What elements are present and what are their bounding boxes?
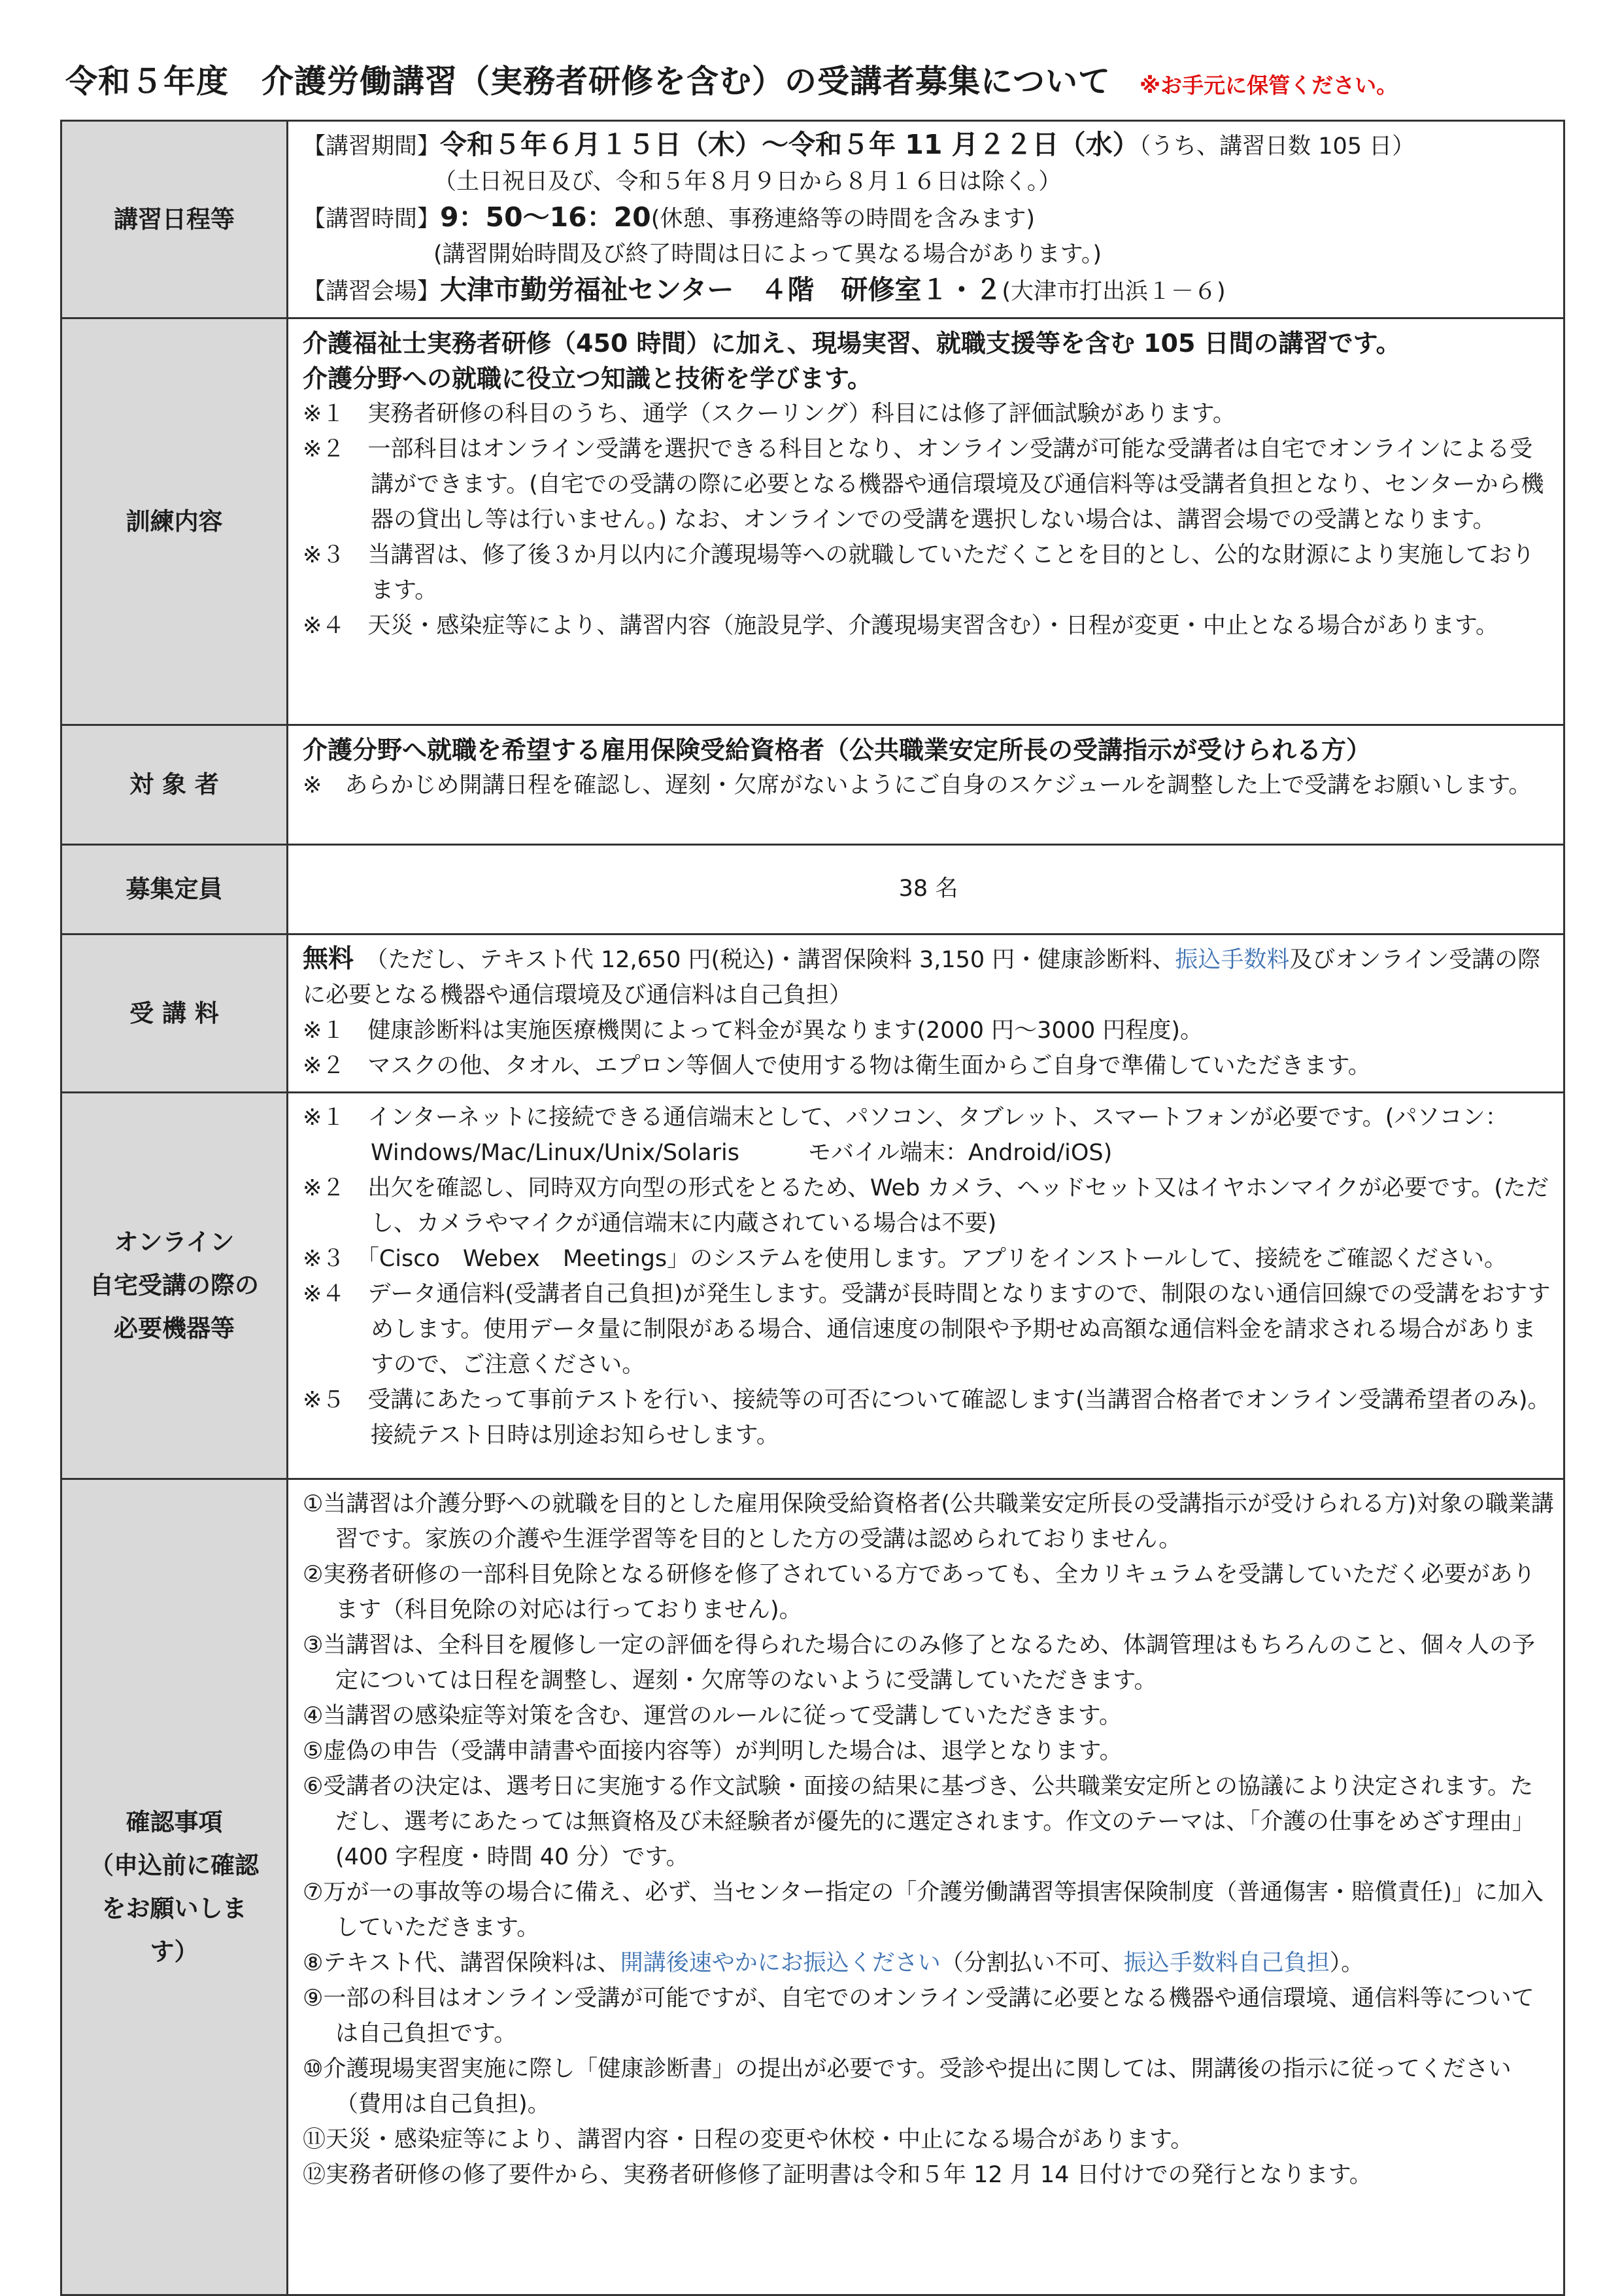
fee-free: 無料 [303,944,354,974]
online-note-3: ※３ 「Cisco Webex Meetings」のシステムを使用します。アプリをインストールして、接続をご確認ください。 [303,1246,1508,1272]
label-confirm: 確認事項 （申込前に確認 をお願いしま す） [61,1479,288,2295]
confirm-item-3: ③当講習は、全科目を履修し一定の評価を得られた場合にのみ修了となるため、体調管理はもちろんのこと、個々人の予定については日程を調整し、遅刻・欠席等のないように受講していただきます。 [303,1632,1535,1694]
row-target [61,725,1564,845]
training-note-4: ※４ 天災・感染症等により、講習内容（施設見学、介護現場実習含む）・日程が変更・中止となる場合があります。 [303,613,1499,639]
venue-line: 【講習会場】大津市勤労福祉センター ４階 研修室１・２(大津市打出浜１－６) [303,274,1226,305]
transfer-fee-note: 振込手数料自己負担 [1123,1950,1330,1976]
training-note-2: ※２ 一部科目はオンライン受講を選択できる科目となり、オンライン受講が可能な受講者は自宅でオンラインによる受講ができます。(自宅での受講の際に必要となる機器や通信環境及び通信料等は受講者負担となり、センターから機器の貸出し等は行いません。) なお、オンラインでの受講を選択しない場合は、講習会場での受講となります。 [303,436,1544,533]
confirm-item-1: ①当講習は介護分野への就職を目的とした雇用保険受給資格者(公共職業安定所長の受講指示が受けられる方)対象の職業講習です。家族の介護や生涯学習等を目的とした方の受講は認められておりません。 [303,1491,1554,1552]
fee-desc: 無料 （ただし、テキスト代 12,650 円(税込)・講習保険料 3,150 円・健康診断料、振込手数料及びオンライン受講の際に必要となる機器や通信環境及び通信料は自己負担） [303,944,1541,1008]
page-title: 令和５年度 介護労働講習（実務者研修を含む）の受講者募集について [65,63,1111,100]
fee-note-1: ※１ 健康診断料は実施医療機関によって料金が異なります(2000 円～3000 円程度)。 [303,1018,1204,1044]
confirm-item-12: ⑫実務者研修の修了要件から、実務者研修修了証明書は令和５年 12 月 14 日付けでの発行となります。 [303,2162,1372,2188]
online-note-5: ※５ 受講にあたって事前テストを行い、接続等の可否について確認します(当講習合格者でオンライン受講希望者のみ)。接続テスト日時は別途お知らせします。 [303,1387,1551,1448]
confirm-item-6: ⑥受講者の決定は、選考日に実施する作文試験・面接の結果に基づき、公共職業安定所との協議により決定されます。ただし、選考にあたっては無資格及び未経験者が優先的に選定されます。作文のテーマは、「介護の仕事をめざす理由」(400 字程度・時間 40 分）です。 [303,1773,1535,1870]
row-schedule [61,121,1564,318]
content-schedule [288,121,1564,318]
venue-value: 大津市勤労福祉センター ４階 研修室１・２ [440,274,1002,305]
confirm-item-2: ②実務者研修の一部科目免除となる研修を修了されている方であっても、全カリキュラムを受講していただく必要があります（科目免除の対応は行っておりません)。 [303,1562,1536,1623]
training-note-3: ※３ 当講習は、修了後３か月以内に介護現場等への就職していただくことを目的とし、公的な財源により実施しております。 [303,542,1535,604]
period-line: 【講習期間】令和５年６月１５日（木）～令和５年 11 月２２日（水）（うち、講習日数 105 日） [303,129,1415,160]
label-capacity: 募集定員 [61,845,288,934]
confirm-item-5: ⑤虚偽の申告（受講申請書や面接内容等）が判明した場合は、退学となります。 [303,1738,1123,1764]
content-target [288,725,1564,845]
label-online: オンライン 自宅受講の際の 必要機器等 [61,1093,288,1479]
time-note2: (講習開始時間及び終了時間は日によって異なる場合があります。) [433,241,1102,267]
info-table [60,120,1565,2296]
training-lead2: 介護分野への就職に役立つ知識と技術を学びます。 [303,364,872,393]
row-confirm [61,1479,1564,2295]
confirm-item-9: ⑨一部の科目はオンライン受講が可能ですが、自宅でのオンライン受講に必要となる機器や通信環境、通信料等については自己負担です。 [303,1985,1534,2047]
content-training [288,318,1564,725]
target-lead: 介護分野へ就職を希望する雇用保険受給資格者（公共職業安定所長の受講指示が受けられる方） [303,736,1372,764]
period-value: 令和５年６月１５日（木）～令和５年 11 月２２日（水） [440,129,1140,160]
content-confirm [288,1479,1564,2295]
training-lead1: 介護福祉士実務者研修（450 時間）に加え、現場実習、就職支援等を含む 105 日間の講習です。 [303,329,1401,358]
row-training [61,318,1564,725]
online-note-4: ※４ データ通信料(受講者自己負担)が発生します。受講が長時間となりますので、制限のない通信回線での受講をおすすめします。使用データ量に制限がある場合、通信速度の制限や予期せぬ高額な通信料金を請求される場合がありますので、ご注意ください。 [303,1281,1551,1378]
label-schedule: 講習日程等 [61,121,288,318]
period-exclude: （土日祝日及び、令和５年８月９日から８月１６日は除く。） [433,169,1062,195]
confirm-item-10: ⑩介護現場実習実施に際し「健康診断書」の提出が必要です。受診や提出に関しては、開講後の指示に従ってください（費用は自己負担)。 [303,2056,1512,2117]
content-online [288,1093,1564,1479]
time-value: 9：50～16：20 [440,201,651,233]
row-capacity [61,845,1564,934]
content-fee [288,934,1564,1093]
row-online [61,1093,1564,1479]
target-note: ※ あらかじめ開講日程を確認し、遅刻・欠席がないようにご自身のスケジュールを調整した上で受講をお願いします。 [303,772,1532,798]
fee-note-2: ※２ マスクの他、タオル、エプロン等個人で使用する物は衛生面からご自身で準備していただきます。 [303,1053,1371,1079]
online-note-1: ※１ インターネットに接続できる通信端末として、パソコン、タブレット、スマートフォンが必要です。(パソコン：Windows/Mac/Linux/Unix/Solaris モバイル端末：Android/iOS) [303,1105,1508,1166]
time-line: 【講習時間】9：50～16：20(休憩、事務連絡等の時間を含みます) [303,201,1036,233]
fee-transfer-note: 振込手数料 [1175,947,1290,973]
confirm-item-7: ⑦万が一の事故等の場合に備え、必ず、当センター指定の「介護労働講習等損害保険制度（普通傷害・賠償責任)」に加入していただきます。 [303,1879,1544,1941]
capacity-value: 38 名 [288,845,1564,934]
training-note-1: ※１ 実務者研修の科目のうち、通学（スクーリング）科目には修了評価試験があります。 [303,401,1236,427]
confirm-item-11: ⑪天災・感染症等により、講習内容・日程の変更や休校・中止になる場合があります。 [303,2127,1194,2153]
keep-note: ※お手元に保管ください。 [1140,73,1398,98]
label-target: 対 象 者 [61,725,288,845]
confirm-item-4: ④当講習の感染症等対策を含む、運営のルールに従って受講していただきます。 [303,1703,1122,1729]
label-training: 訓練内容 [61,318,288,725]
transfer-instruction: 開講後速やかにお振込ください [620,1950,941,1976]
online-note-2: ※２ 出欠を確認し、同時双方向型の形式をとるため、Web カメラ、ヘッドセット又はイヤホンマイクが必要です。(ただし、カメラやマイクが通信端末に内蔵されている場合は不要) [303,1175,1549,1237]
label-fee: 受 講 料 [61,934,288,1093]
confirm-item-8: ⑧テキスト代、講習保険料は、開講後速やかにお振込ください（分割払い不可、振込手数料自己負担）。 [303,1950,1364,1976]
header [65,56,1569,115]
row-fee [61,934,1564,1093]
